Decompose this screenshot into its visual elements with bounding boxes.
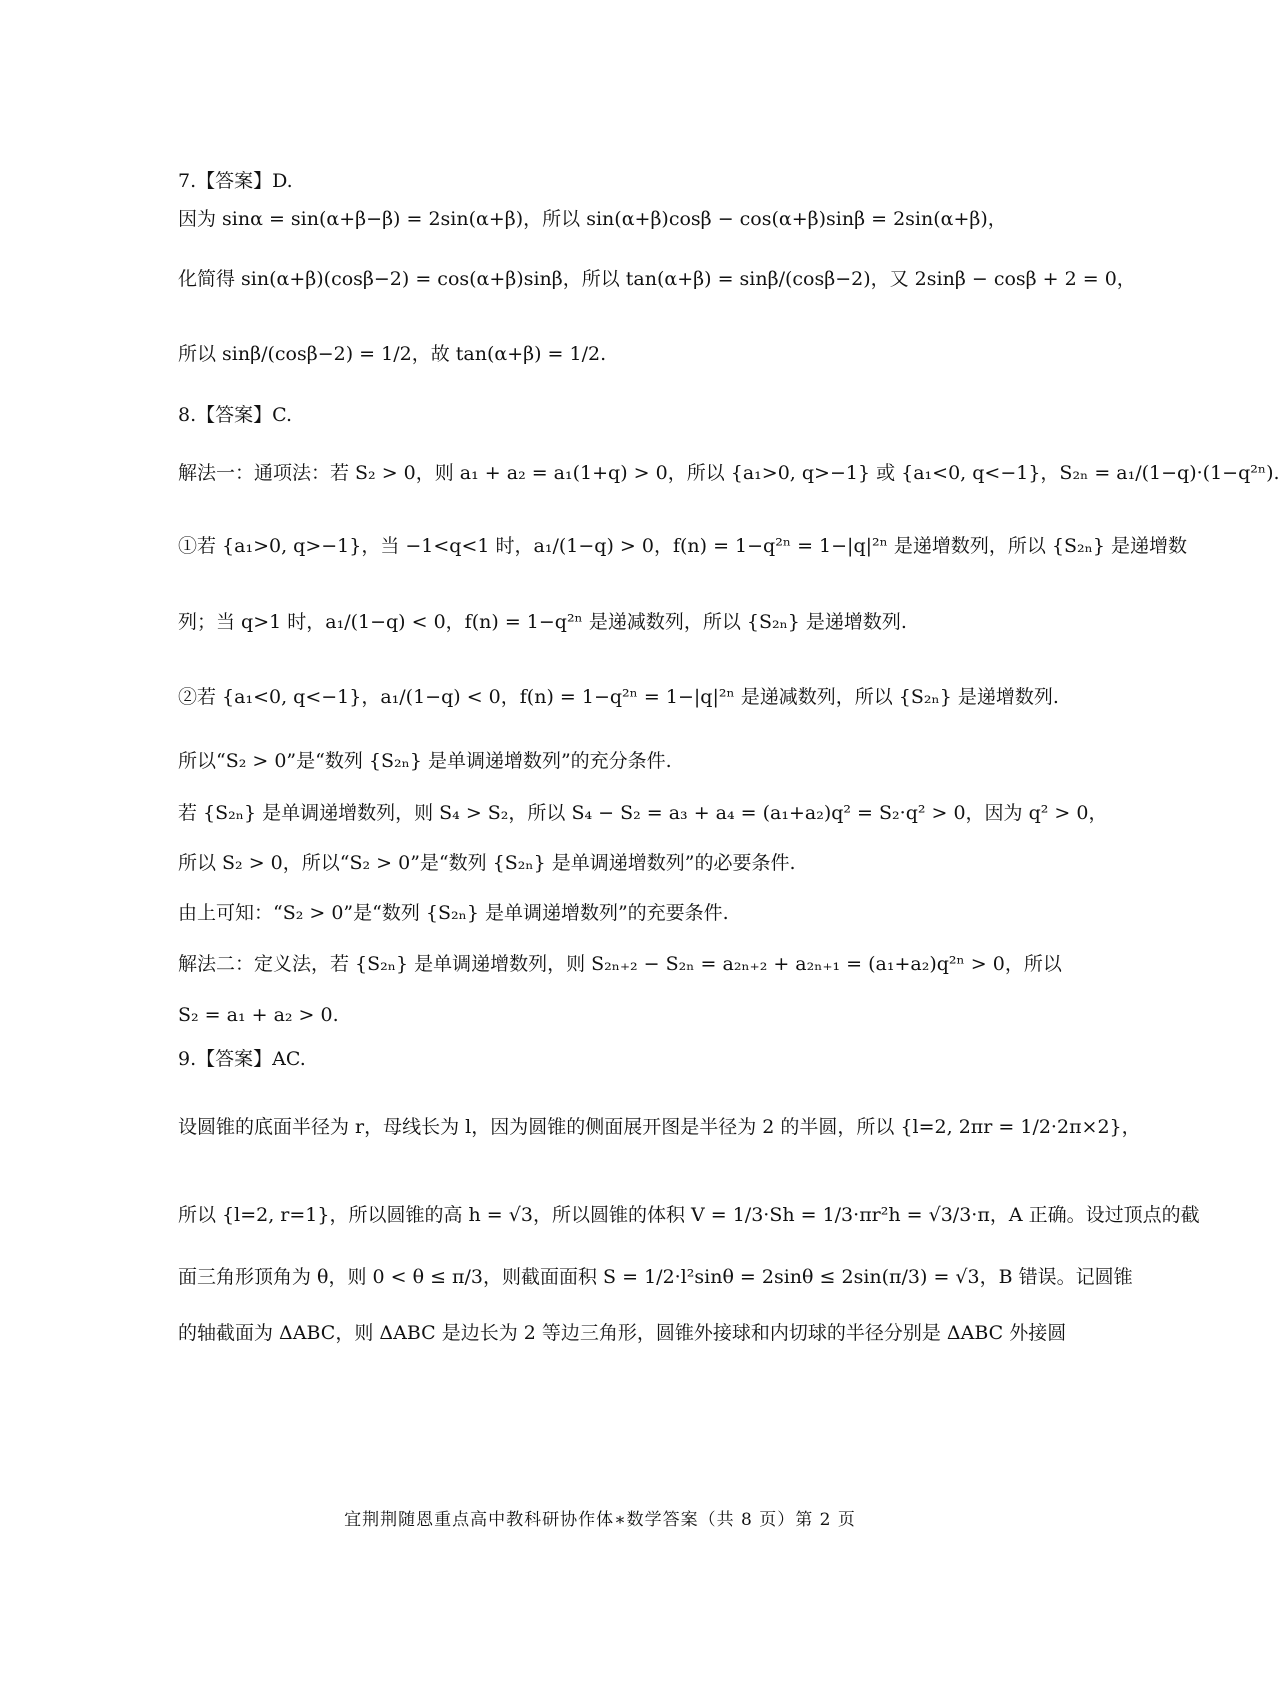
q7-header: 7.【答案】D. [178, 170, 293, 192]
q8-line-4: ②若 {a₁<0, q<−1}，a₁/(1−q) < 0，f(n) = 1−q²ⁿ = 1−|q|²ⁿ 是递减数列，所以 {S₂ₙ} 是递增数列. [178, 686, 1059, 708]
q9-header: 9.【答案】AC. [178, 1048, 306, 1070]
q9-line-1: 设圆锥的底面半径为 r，母线长为 l，因为圆锥的侧面展开图是半径为 2 的半圆，所以 {l=2, 2πr = 1/2·2π×2}， [178, 1116, 1141, 1138]
q8-line-6: 若 {S₂ₙ} 是单调递增数列，则 S₄ > S₂，所以 S₄ − S₂ = a₃ + a₄ = (a₁+a₂)q² = S₂·q² > 0，因为 q² > 0， [178, 802, 1108, 824]
q8-line-7: 所以 S₂ > 0，所以“S₂ > 0”是“数列 {S₂ₙ} 是单调递增数列”的必要条件. [178, 852, 796, 874]
q7-line-3: 所以 sinβ/(cosβ−2) = 1/2，故 tan(α+β) = 1/2. [178, 343, 607, 365]
q8-line-8: 由上可知：“S₂ > 0”是“数列 {S₂ₙ} 是单调递增数列”的充要条件. [178, 902, 729, 924]
q8-header: 8.【答案】C. [178, 404, 293, 426]
q8-line-9: 解法二：定义法，若 {S₂ₙ} 是单调递增数列，则 S₂ₙ₊₂ − S₂ₙ = a₂ₙ₊₂ + a₂ₙ₊₁ = (a₁+a₂)q²ⁿ > 0，所以 [178, 953, 1062, 975]
q8-line-3: 列；当 q>1 时，a₁/(1−q) < 0，f(n) = 1−q²ⁿ 是递减数列，所以 {S₂ₙ} 是递增数列. [178, 611, 907, 633]
q8-line-1: 解法一：通项法：若 S₂ > 0，则 a₁ + a₂ = a₁(1+q) > 0，所以 {a₁>0, q>−1} 或 {a₁<0, q<−1}，S₂ₙ = a₁/(1−q)·(1−q²ⁿ). [178, 462, 1280, 484]
q9-line-2: 所以 {l=2, r=1}，所以圆锥的高 h = √3，所以圆锥的体积 V = 1/3·Sh = 1/3·πr²h = √3/3·π，A 正确。设过顶点的截 [178, 1204, 1200, 1226]
q7-line-1: 因为 sinα = sin(α+β−β) = 2sin(α+β)，所以 sin(α+β)cosβ − cos(α+β)sinβ = 2sin(α+β)， [178, 208, 1007, 230]
q9-line-4: 的轴截面为 ΔABC，则 ΔABC 是边长为 2 等边三角形，圆锥外接球和内切球的半径分别是 ΔABC 外接圆 [178, 1322, 1067, 1344]
q8-line-2: ①若 {a₁>0, q>−1}，当 −1<q<1 时，a₁/(1−q) > 0，f(n) = 1−q²ⁿ = 1−|q|²ⁿ 是递增数列，所以 {S₂ₙ} 是递增数 [178, 535, 1188, 557]
q8-line-5: 所以“S₂ > 0”是“数列 {S₂ₙ} 是单调递增数列”的充分条件. [178, 750, 672, 772]
q8-line-10: S₂ = a₁ + a₂ > 0. [178, 1004, 339, 1026]
q9-line-3: 面三角形顶角为 θ，则 0 < θ ≤ π/3，则截面面积 S = 1/2·l²sinθ = 2sinθ ≤ 2sin(π/3) = √3，B 错误。记圆锥 [178, 1266, 1133, 1288]
q7-line-2: 化简得 sin(α+β)(cosβ−2) = cos(α+β)sinβ，所以 tan(α+β) = sinβ/(cosβ−2)，又 2sinβ − cosβ + 2 = 0， [178, 268, 1136, 290]
page-footer: 宜荆荆随恩重点高中教科研协作体∗数学答案（共 8 页）第 2 页 [344, 1510, 856, 1530]
